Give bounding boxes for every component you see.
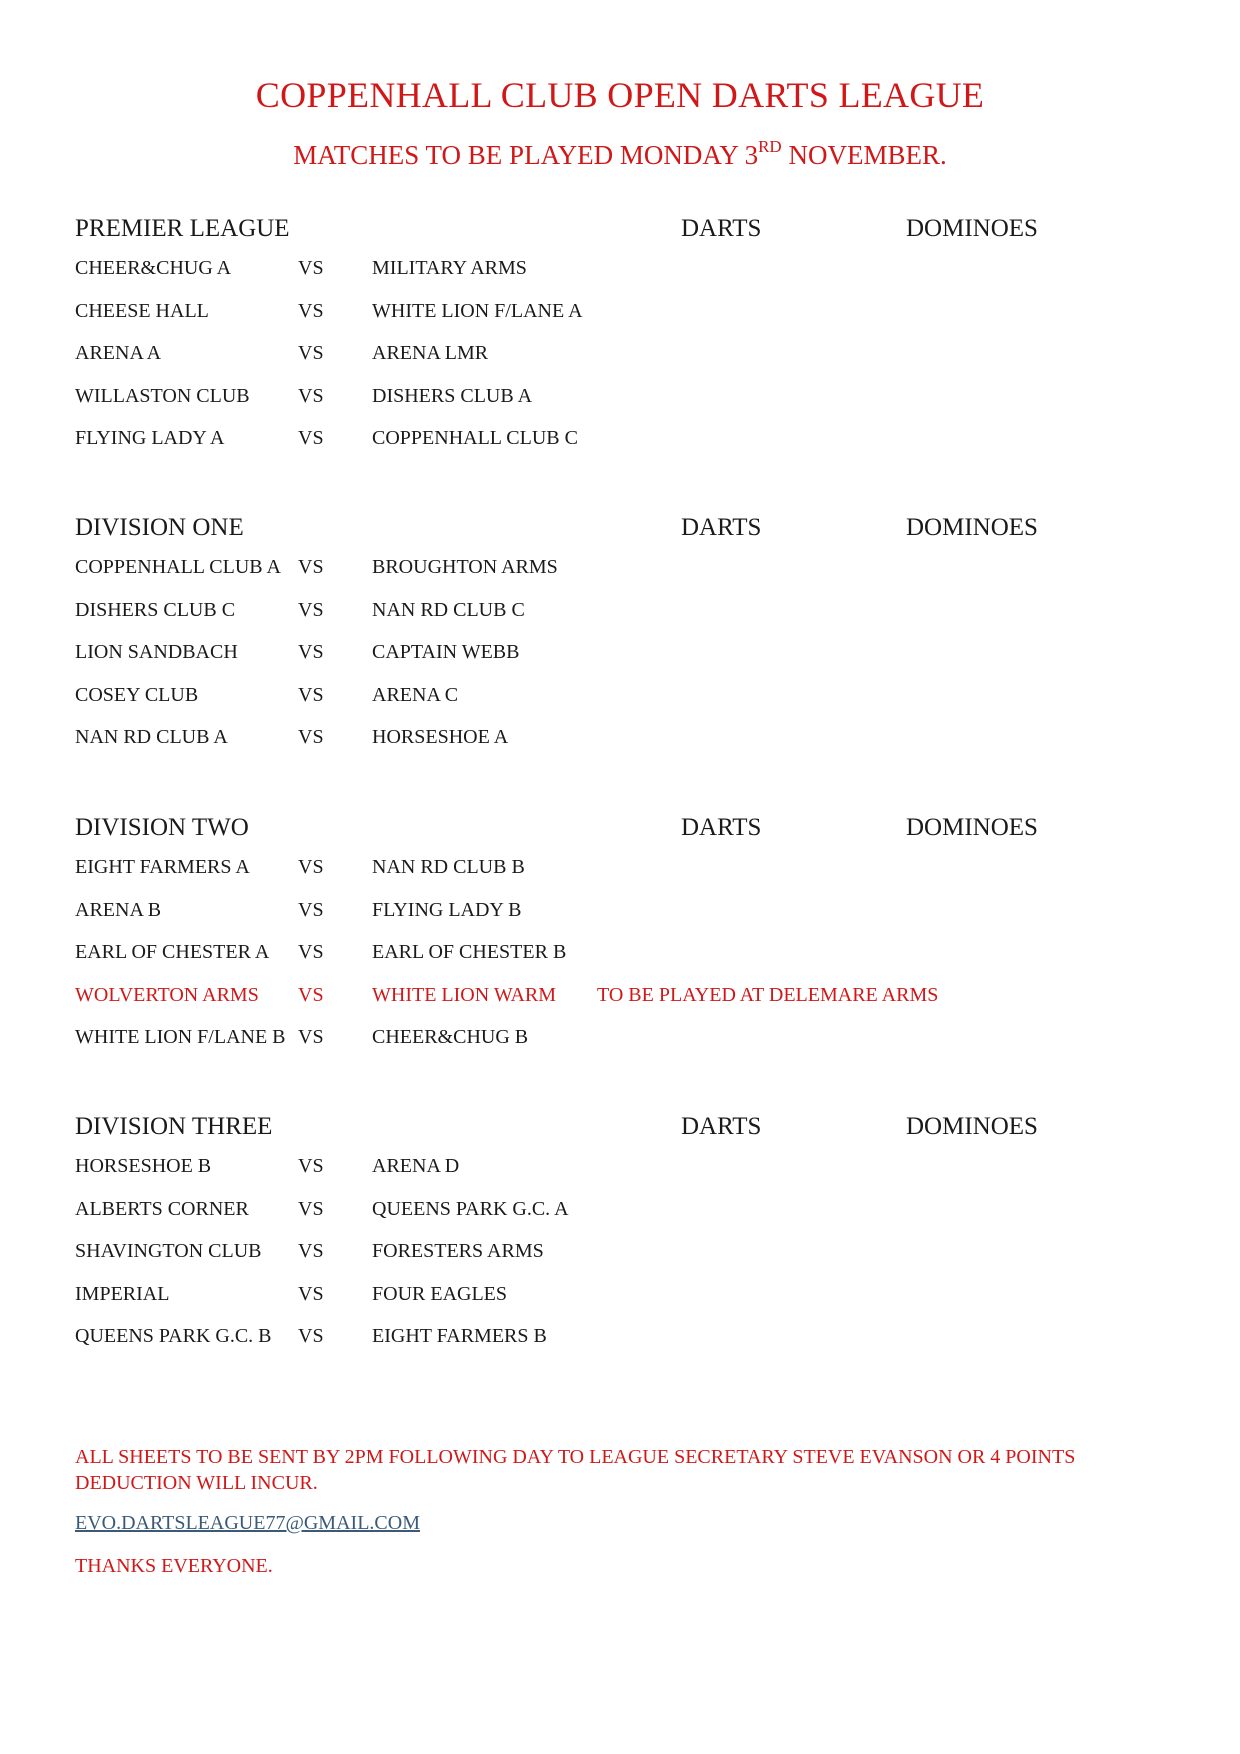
vs-label: VS — [298, 1026, 324, 1048]
home-team: WOLVERTON ARMS — [75, 983, 259, 1006]
section-title: DIVISION ONE — [75, 514, 244, 541]
home-team: ARENA A — [75, 342, 162, 364]
home-team: EIGHT FARMERS A — [75, 856, 250, 878]
vs-label: VS — [298, 898, 324, 921]
venue-note: TO BE PLAYED AT DELEMARE ARMS — [597, 983, 939, 1006]
vs-label: VS — [298, 1282, 324, 1305]
vs-label: VS — [298, 1197, 324, 1220]
home-team: LION SANDBACH — [75, 641, 238, 663]
fixture-row — [75, 1198, 1175, 1241]
fixture-row — [75, 984, 1175, 1027]
darts-column-header: DARTS — [681, 1113, 762, 1140]
email-link[interactable]: EVO.DARTSLEAGUE77@GMAIL.COM — [75, 1512, 420, 1534]
vs-label: VS — [298, 257, 324, 279]
home-team: IMPERIAL — [75, 1282, 170, 1305]
fixture-row — [75, 300, 1175, 343]
fixture-row — [75, 1026, 1175, 1069]
home-team: COSEY CLUB — [75, 683, 199, 706]
vs-label: VS — [298, 384, 324, 407]
home-team: DISHERS CLUB C — [75, 598, 236, 621]
darts-column-header: DARTS — [681, 514, 762, 541]
away-team: ARENA D — [372, 1155, 460, 1177]
away-team: CHEER&CHUG B — [372, 1026, 529, 1048]
vs-label: VS — [298, 983, 324, 1006]
vs-label: VS — [298, 941, 324, 963]
home-team: COPPENHALL CLUB A — [75, 556, 281, 578]
vs-label: VS — [298, 598, 324, 621]
section-header — [75, 514, 1175, 556]
vs-label: VS — [298, 1240, 324, 1262]
fixture-row — [75, 641, 1175, 684]
away-team: MILITARY ARMS — [372, 257, 527, 279]
fixture-section — [75, 1113, 1175, 1368]
section-title: PREMIER LEAGUE — [75, 215, 290, 242]
home-team: WHITE LION F/LANE B — [75, 1026, 286, 1048]
fixture-section — [75, 814, 1175, 1069]
fixture-row — [75, 257, 1175, 300]
fixture-row — [75, 726, 1175, 769]
away-team: QUEENS PARK G.C. A — [372, 1197, 569, 1220]
home-team: NAN RD CLUB A — [75, 726, 228, 748]
home-team: WILLASTON CLUB — [75, 384, 250, 407]
fixture-row — [75, 342, 1175, 385]
fixture-row — [75, 1240, 1175, 1283]
subtitle-superscript: RD — [758, 137, 782, 156]
away-team: DISHERS CLUB A — [372, 384, 533, 407]
vs-label: VS — [298, 683, 324, 706]
away-team: WHITE LION F/LANE A — [372, 299, 583, 322]
page-title: COPPENHALL CLUB OPEN DARTS LEAGUE — [255, 75, 985, 115]
section-header — [75, 1113, 1175, 1155]
fixture-section — [75, 514, 1175, 769]
away-team: FLYING LADY B — [372, 898, 522, 921]
vs-label: VS — [298, 726, 324, 748]
vs-label: VS — [298, 1325, 324, 1347]
fixture-row — [75, 385, 1175, 428]
subtitle-prefix: MATCHES TO BE PLAYED MONDAY 3 — [293, 140, 759, 170]
fixture-row — [75, 899, 1175, 942]
section-title: DIVISION TWO — [75, 814, 249, 841]
vs-label: VS — [298, 1155, 324, 1177]
fixture-row — [75, 427, 1175, 470]
home-team: CHEESE HALL — [75, 299, 209, 322]
home-team: ARENA B — [75, 898, 162, 921]
away-team: CAPTAIN WEBB — [372, 641, 520, 663]
fixture-row — [75, 1325, 1175, 1368]
vs-label: VS — [298, 342, 324, 364]
away-team: COPPENHALL CLUB C — [372, 427, 578, 449]
away-team: NAN RD CLUB C — [372, 598, 525, 621]
home-team: HORSESHOE B — [75, 1155, 212, 1177]
home-team: ALBERTS CORNER — [75, 1197, 249, 1220]
home-team: SHAVINGTON CLUB — [75, 1240, 262, 1262]
fixture-row — [75, 1155, 1175, 1198]
away-team: FORESTERS ARMS — [372, 1240, 544, 1262]
darts-column-header: DARTS — [681, 814, 762, 841]
away-team: ARENA LMR — [372, 342, 489, 364]
fixture-row — [75, 684, 1175, 727]
dominoes-column-header: DOMINOES — [906, 514, 1038, 541]
away-team: ARENA C — [372, 683, 459, 706]
section-header — [75, 814, 1175, 856]
fixture-row — [75, 599, 1175, 642]
thanks-note: THANKS EVERYONE. — [75, 1555, 273, 1577]
dominoes-column-header: DOMINOES — [906, 215, 1038, 242]
away-team: EIGHT FARMERS B — [372, 1325, 547, 1347]
away-team: BROUGHTON ARMS — [372, 556, 558, 578]
home-team: FLYING LADY A — [75, 427, 225, 449]
dominoes-column-header: DOMINOES — [906, 814, 1038, 841]
vs-label: VS — [298, 556, 324, 578]
away-team: WHITE LION WARM — [372, 983, 557, 1006]
away-team: EARL OF CHESTER B — [372, 941, 567, 963]
page-subtitle — [0, 139, 1240, 171]
darts-column-header: DARTS — [681, 215, 762, 242]
vs-label: VS — [298, 427, 324, 449]
fixture-row — [75, 556, 1175, 599]
fixture-row — [75, 1283, 1175, 1326]
away-team: FOUR EAGLES — [372, 1282, 508, 1305]
home-team: EARL OF CHESTER A — [75, 941, 270, 963]
away-team: HORSESHOE A — [372, 726, 509, 748]
vs-label: VS — [298, 641, 324, 663]
deadline-notice: ALL SHEETS TO BE SENT BY 2PM FOLLOWING DAY TO LEAGUE SECRETARY STEVE EVANSON OR 4 POINTS DEDUCTION WILL INCUR. — [75, 1446, 1076, 1494]
vs-label: VS — [298, 856, 324, 878]
fixture-row — [75, 941, 1175, 984]
section-header — [75, 215, 1175, 257]
home-team: CHEER&CHUG A — [75, 257, 232, 279]
away-team: NAN RD CLUB B — [372, 856, 525, 878]
vs-label: VS — [298, 299, 324, 322]
section-title: DIVISION THREE — [75, 1113, 273, 1140]
dominoes-column-header: DOMINOES — [906, 1113, 1038, 1140]
home-team: QUEENS PARK G.C. B — [75, 1325, 272, 1347]
fixture-section — [75, 215, 1175, 470]
subtitle-suffix: NOVEMBER. — [781, 140, 947, 170]
fixture-row — [75, 856, 1175, 899]
